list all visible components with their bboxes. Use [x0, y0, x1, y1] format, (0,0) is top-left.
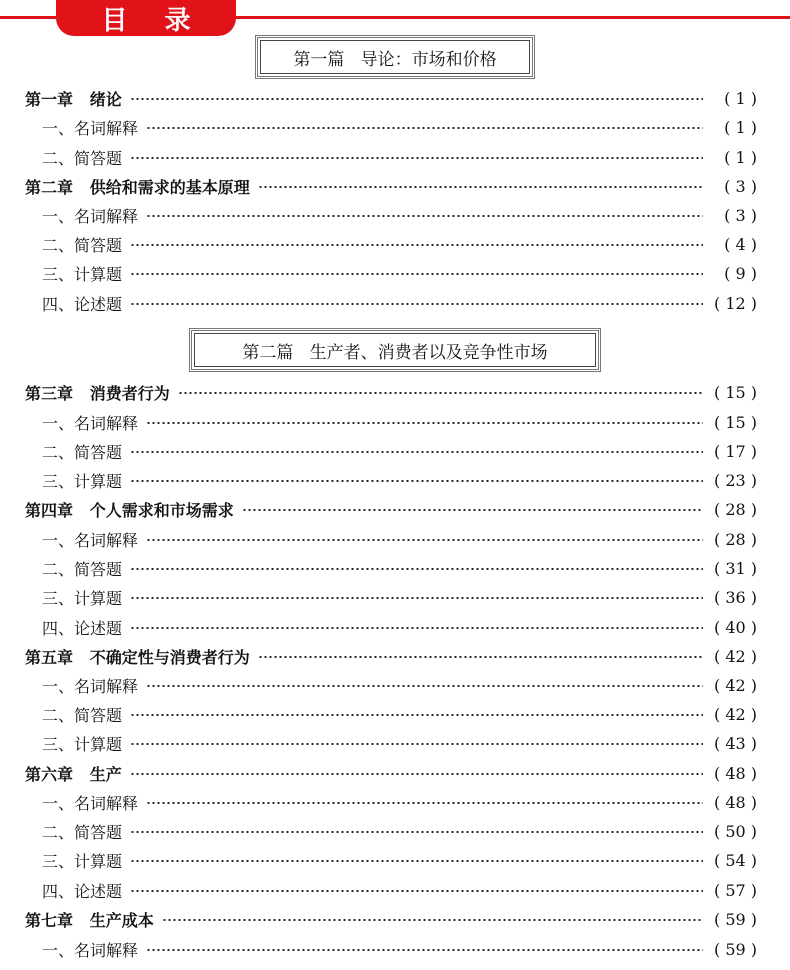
part-banner-2 [194, 333, 596, 367]
dot-leader [146, 215, 703, 217]
part-title: 第二篇 生产者、消费者以及竞争性市场 [242, 342, 548, 363]
toc-entry-label: 一、名词解释 [42, 941, 139, 960]
dot-leader [130, 303, 703, 305]
toc-page-number: ( 28 ) [713, 500, 757, 519]
dot-leader [130, 157, 703, 159]
toc-page-number: ( 59 ) [713, 910, 757, 929]
toc-entry-label: 二、简答题 [42, 236, 123, 255]
toc-section-row[interactable] [25, 846, 757, 875]
dot-leader [130, 831, 703, 833]
toc-section-row[interactable] [25, 788, 757, 817]
toc-section-row[interactable] [25, 700, 757, 729]
toc-page-number: ( 42 ) [713, 705, 757, 724]
dot-leader [130, 597, 703, 599]
toc-page-number: ( 31 ) [713, 559, 757, 578]
toc-entry-label: 一、名词解释 [42, 677, 139, 696]
toc-entry-label: 一、名词解释 [42, 794, 139, 813]
toc-page-number: ( 12 ) [713, 294, 757, 313]
toc-entry-label: 三、计算题 [42, 589, 123, 608]
toc-section-row[interactable] [25, 230, 757, 259]
toc-page-number: ( 50 ) [713, 822, 757, 841]
toc-entry-label: 第六章 生产 [25, 765, 122, 784]
toc-entry-label: 第一章 绪论 [25, 90, 122, 109]
dot-leader [130, 273, 703, 275]
toc-entry-label: 二、简答题 [42, 706, 123, 725]
toc-page-number: ( 59 ) [713, 940, 757, 959]
dot-leader [130, 743, 703, 745]
toc-page-number: ( 1 ) [724, 118, 757, 137]
dot-leader [146, 949, 703, 951]
toc-page-number: ( 3 ) [724, 177, 757, 196]
toc-section-row[interactable] [25, 671, 757, 700]
toc-entry-label: 一、名词解释 [42, 207, 139, 226]
dot-leader [130, 480, 703, 482]
toc-section-row[interactable] [25, 729, 757, 758]
dot-leader [146, 127, 703, 129]
toc-entry-label: 四、论述题 [42, 295, 123, 314]
toc-entry-label: 四、论述题 [42, 619, 123, 638]
dot-leader [178, 392, 703, 394]
toc-page-number: ( 36 ) [713, 588, 757, 607]
toc-header-title: 目 录 [101, 5, 205, 36]
toc-entry-label: 一、名词解释 [42, 414, 139, 433]
toc-page-number: ( 57 ) [713, 881, 757, 900]
toc-page-number: ( 3 ) [724, 206, 757, 225]
toc-page-number: ( 40 ) [713, 618, 757, 637]
toc-entry-label: 第三章 消费者行为 [25, 384, 170, 403]
dot-leader [242, 509, 703, 511]
dot-leader [146, 539, 703, 541]
toc-page-number: ( 54 ) [713, 851, 757, 870]
toc-page-number: ( 4 ) [724, 235, 757, 254]
toc-entry-label: 三、计算题 [42, 735, 123, 754]
toc-entry-label: 三、计算题 [42, 472, 123, 491]
toc-section-row[interactable] [25, 466, 757, 495]
toc-page-number: ( 1 ) [724, 148, 757, 167]
part-title: 第一篇 导论：市场和价格 [293, 49, 497, 70]
toc-chapter-row[interactable] [25, 759, 757, 788]
dot-leader [130, 568, 703, 570]
toc-entry-label: 二、简答题 [42, 560, 123, 579]
toc-entry-label: 一、名词解释 [42, 119, 139, 138]
toc-section-row[interactable] [25, 201, 757, 230]
toc-chapter-row[interactable] [25, 905, 757, 934]
toc-entry-label: 第七章 生产成本 [25, 911, 154, 930]
toc-page-number: ( 23 ) [713, 471, 757, 490]
toc-entry-label: 第四章 个人需求和市场需求 [25, 501, 234, 520]
toc-page-number: ( 42 ) [713, 647, 757, 666]
toc-page-number: ( 48 ) [713, 793, 757, 812]
part-banner-1 [260, 40, 530, 74]
toc-section-row[interactable] [25, 876, 757, 905]
toc-section-row[interactable] [25, 143, 757, 172]
toc-page-number: ( 15 ) [713, 413, 757, 432]
toc-entry-label: 二、简答题 [42, 443, 123, 462]
dot-leader [130, 773, 703, 775]
toc-page-number: ( 9 ) [724, 264, 757, 283]
toc-entry-label: 二、简答题 [42, 823, 123, 842]
toc-section-row[interactable] [25, 113, 757, 142]
dot-leader [258, 656, 703, 658]
toc-page-number: ( 42 ) [713, 676, 757, 695]
dot-leader [130, 627, 703, 629]
toc-section-row[interactable] [25, 437, 757, 466]
toc-entry-label: 四、论述题 [42, 882, 123, 901]
toc-chapter-row[interactable] [25, 84, 757, 113]
toc-section-row[interactable] [25, 554, 757, 583]
dot-leader [162, 919, 703, 921]
toc-chapter-row[interactable] [25, 495, 757, 524]
toc-entry-label: 二、简答题 [42, 149, 123, 168]
toc-page-number: ( 17 ) [713, 442, 757, 461]
toc-entry-label: 第二章 供给和需求的基本原理 [25, 178, 250, 197]
toc-page-number: ( 28 ) [713, 530, 757, 549]
toc-page-number: ( 15 ) [713, 383, 757, 402]
dot-leader [146, 422, 703, 424]
toc-entry-label: 三、计算题 [42, 852, 123, 871]
toc-section-row[interactable] [25, 408, 757, 437]
toc-chapter-row[interactable] [25, 642, 757, 671]
dot-leader [146, 685, 703, 687]
toc-section-row[interactable] [25, 935, 757, 964]
dot-leader [130, 98, 703, 100]
toc-page-number: ( 48 ) [713, 764, 757, 783]
dot-leader [130, 451, 703, 453]
toc-chapter-row[interactable] [25, 378, 757, 407]
dot-leader [258, 186, 703, 188]
toc-header-tab [56, 0, 236, 36]
toc-chapter-row[interactable] [25, 172, 757, 201]
toc-section-row[interactable] [25, 613, 757, 642]
toc-entry-label: 一、名词解释 [42, 531, 139, 550]
toc-section-row[interactable] [25, 525, 757, 554]
dot-leader [130, 714, 703, 716]
dot-leader [130, 244, 703, 246]
toc-section-row[interactable] [25, 817, 757, 846]
toc-entry-label: 三、计算题 [42, 265, 123, 284]
dot-leader [146, 802, 703, 804]
toc-section-row[interactable] [25, 259, 757, 288]
toc-section-row[interactable] [25, 583, 757, 612]
toc-section-row[interactable] [25, 289, 757, 318]
dot-leader [130, 860, 703, 862]
toc-page-number: ( 1 ) [724, 89, 757, 108]
dot-leader [130, 890, 703, 892]
toc-entry-label: 第五章 不确定性与消费者行为 [25, 648, 250, 667]
toc-page-number: ( 43 ) [713, 734, 757, 753]
